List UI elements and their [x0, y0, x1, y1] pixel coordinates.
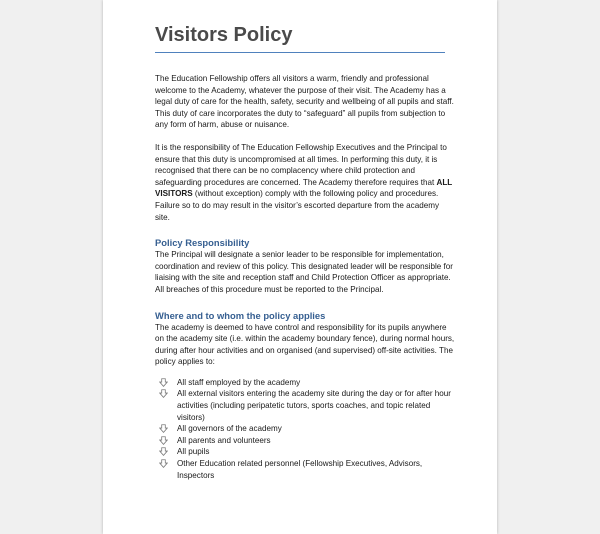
policy-applies-text: The academy is deemed to have control and responsibility for its pupils anywhere on the academy site (i.e. within the academy boundary fence), during normal hours, during after hour activities and on organised (and supervised) off-site activities. The policy applies to:: [155, 322, 455, 367]
list-item-text: All pupils: [177, 447, 210, 457]
document-page: [103, 0, 497, 534]
policy-applies-heading: Where and to whom the policy applies: [155, 309, 326, 321]
hollow-down-arrow-icon: [159, 378, 168, 387]
policy-responsibility-text: The Principal will designate a senior leader to be responsible for implementation, coordination and review of this policy. This designated leader will be responsible for liaising with the site and reception staff and Child Protection Officer as appropriate. All breaches of this procedure must be reported to the Principal.: [155, 250, 453, 294]
responsibility-paragraph: [155, 142, 455, 223]
list-item: [155, 458, 455, 481]
hollow-down-arrow-icon: [159, 424, 168, 433]
intro-paragraph: The Education Fellowship offers all visitors a warm, friendly and professional welcome to the Academy, whatever the purpose of their visit. The Academy has a legal duty of care for the health, safety, security and wellbeing of all pupils and staff. This duty of care incorporates the duty to “safeguard” all pupils from subjection to any form of harm, abuse or nuisance.: [155, 74, 454, 130]
responsibility-text-start: It is the responsibility of The Education Fellowship Executives and the Principal to ensure that this duty is uncompromised at all times. In performing this duty, it is recognised that there can be no complacency where child protection and safeguarding procedures are concerned. The Academy therefore requires that: [155, 142, 447, 187]
list-item: [155, 446, 455, 458]
list-item: [155, 388, 455, 423]
responsibility-text-end: (without exception) comply with the following policy and procedures. Failure so to do may result in the visitor’s escorted departure from the academy site.: [155, 189, 440, 222]
list-item-text: All staff employed by the academy: [177, 377, 301, 387]
document-content: [155, 22, 455, 481]
policy-responsibility-heading: Policy Responsibility: [155, 237, 250, 249]
all-visitors-emphasis: ALL VISITORS: [155, 177, 453, 199]
hollow-down-arrow-icon: [159, 436, 168, 445]
list-item: [155, 423, 455, 435]
hollow-down-arrow-icon: [159, 447, 168, 456]
list-item: [155, 435, 455, 447]
document-title: Visitors Policy: [155, 22, 445, 53]
list-item-text: All governors of the academy: [177, 424, 282, 434]
list-item-text: All external visitors entering the academy site during the day or for after hour activities (including peripatetic tutors, sports coaches, and topic related visitors): [177, 389, 451, 422]
hollow-down-arrow-icon: [159, 389, 168, 398]
list-item-text: All parents and volunteers: [177, 435, 271, 445]
hollow-down-arrow-icon: [159, 459, 168, 468]
list-item: [155, 377, 455, 389]
list-item-text: Other Education related personnel (Fellowship Executives, Advisors, Inspectors: [177, 459, 423, 480]
applies-to-list: [155, 377, 455, 481]
